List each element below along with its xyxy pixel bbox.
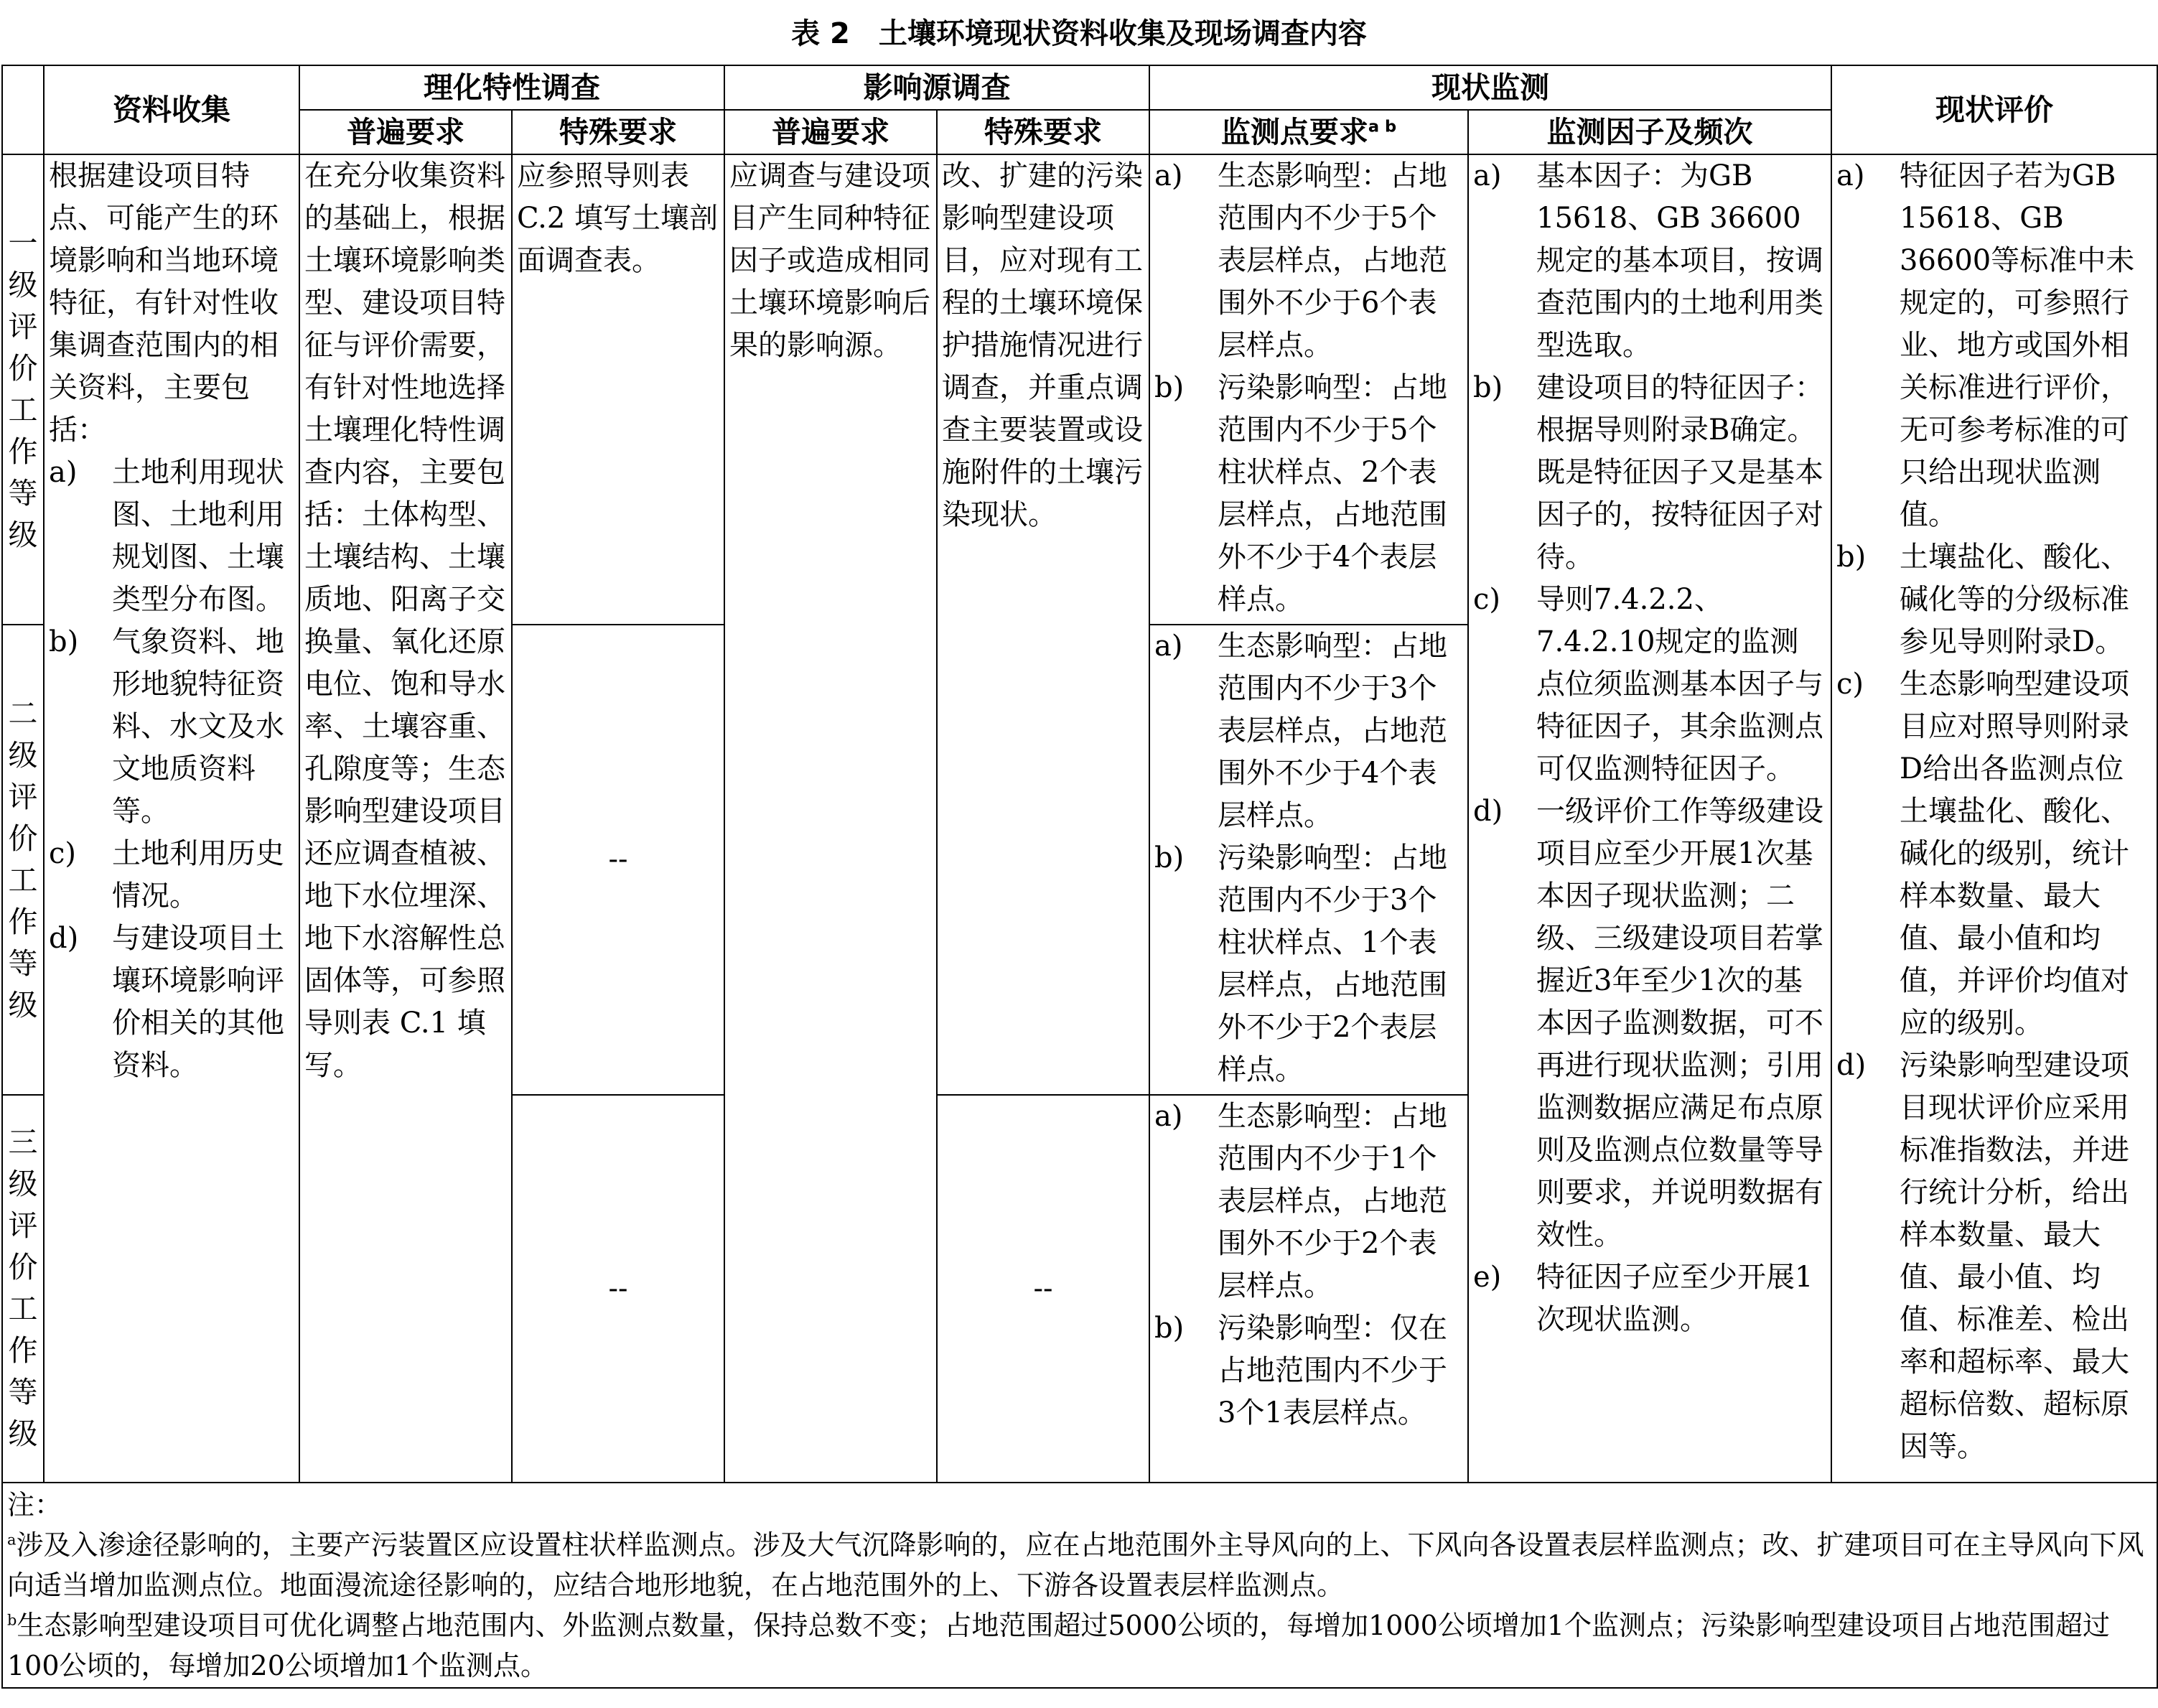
yingxiang-teshu-level12: 改、扩建的污染影响型建设项目，应对现有工程的土壤环境保护措施情况进行调查，并重点调查主要装置或设施附件的土壤污染现状。 bbox=[937, 154, 1149, 1095]
level-2-label: 二级评价工作等级 bbox=[2, 625, 44, 1095]
lihua-teshu-level3: -- bbox=[512, 1095, 724, 1483]
header-yingxiang: 影响源调查 bbox=[724, 65, 1149, 110]
yingxiang-pubian-cell: 应调查与建设项目产生同种特征因子或造成相同土壤环境影响后果的影响源。 bbox=[724, 154, 937, 1483]
lihua-teshu-level1: 应参照导则表 C.2 填写土壤剖面调查表。 bbox=[512, 154, 724, 625]
dian-item: a) 生态影响型：占地范围内不少于5个表层样点，占地范围外不少于6个表层样点。 bbox=[1154, 159, 1447, 362]
yinzi-item: a) 基本因子：为GB 15618、GB 36600规定的基本项目，按调查范围内的土地利用类型选取。 bbox=[1473, 159, 1823, 362]
pingjia-item: b) 土壤盐化、酸化、碱化等的分级标准参见导则附录D。 bbox=[1836, 541, 2129, 658]
header-yingxiang-pubian: 普遍要求 bbox=[724, 110, 937, 154]
header-dian bbox=[1149, 110, 1468, 154]
header-lihua: 理化特性调查 bbox=[299, 65, 724, 110]
lihua-pubian-cell: 在充分收集资料的基础上，根据土壤环境影响类型、建设项目特征与评价需要，有针对性地选择土壤理化特性调查内容，主要包括：土体构型、土壤结构、土壤质地、阳离子交换量、氧化还原电位、饱和导水率、土壤容重、孔隙度等；生态影响型建设项目还应调查植被、地下水位埋深、地下水溶解性总固体等，可参照导则表 C.1 填写。 bbox=[299, 154, 512, 1483]
note-a: $^a$涉及入渗途径影响的，主要产污装置区应设置柱状样监测点。涉及大气沉降影响的，应在占地范围外主导风向的上、下风向各设置表层样监测点；改、扩建项目可在主导风向下风向适当增加监测点位。地面漫流途径影响的，应结合地形地貌，在占地范围外的上、下游各设置表层样监测点。 bbox=[7, 1529, 2144, 1601]
header-dian-label: 监测点要求 bbox=[1220, 115, 1368, 149]
header-yinzi: 监测因子及频次 bbox=[1468, 110, 1831, 154]
yinzi-item: e) 特征因子应至少开展1次现状监测。 bbox=[1473, 1261, 1813, 1336]
ziliao-cell bbox=[44, 154, 299, 1483]
table-notes bbox=[2, 1483, 2157, 1688]
yinzi-cell bbox=[1468, 154, 1831, 1483]
ziliao-intro: 根据建设项目特点、可能产生的环境影响和当地环境特征，有针对性收集调查范围内的相关资料，主要包括： bbox=[49, 159, 279, 447]
survey-table bbox=[1, 65, 2158, 1689]
dian-item: b) 污染影响型：仅在占地范围内不少于3个1表层样点。 bbox=[1154, 1312, 1447, 1429]
yinzi-item: d) 一级评价工作等级建设项目应至少开展1次基本因子现状监测；二级、三级建设项目若掌握近3年至少1次的基本因子监测数据，可不再进行现状监测；引用监测数据应满足布点原则及监测点位数量等导则要求，并说明数据有效性。 bbox=[1473, 795, 1823, 1251]
dian-item: b) 污染影响型：占地范围内不少于5个柱状样点、2个表层样点，占地范围外不少于4个表层样点。 bbox=[1154, 371, 1447, 616]
header-blank bbox=[2, 65, 44, 154]
header-pingjia: 现状评价 bbox=[1831, 65, 2157, 154]
pingjia-item: c) 生态影响型建设项目应对照导则附录D给出各监测点位土壤盐化、酸化、碱化的级别，统计样本数量、最大值、最小值和均值，并评价均值对应的级别。 bbox=[1836, 668, 2129, 1040]
ziliao-item: d) 与建设项目土壤环境影响评价相关的其他资料。 bbox=[49, 922, 284, 1082]
level-1-label: 一级评价工作等级 bbox=[2, 154, 44, 625]
pingjia-item: a) 特征因子若为GB 15618、GB 36600等标准中未规定的，可参照行业、地方或国外相关标准进行评价，无可参考标准的可只给出现状监测值。 bbox=[1836, 159, 2135, 531]
dian-level1 bbox=[1149, 154, 1468, 625]
note-b-mark: b bbox=[7, 1611, 17, 1629]
notes-label: 注： bbox=[7, 1489, 62, 1521]
pingjia-cell bbox=[1831, 154, 2157, 1483]
lihua-teshu-level2: -- bbox=[512, 625, 724, 1095]
yingxiang-teshu-level3: -- bbox=[937, 1095, 1149, 1483]
dian-level3 bbox=[1149, 1095, 1468, 1483]
pingjia-item: d) 污染影响型建设项目现状评价应采用标准指数法，并进行统计分析，给出样本数量、最大值、最小值、均值、标准差、检出率和超标率、最大超标倍数、超标原因等。 bbox=[1836, 1049, 2129, 1463]
header-ziliao: 资料收集 bbox=[44, 65, 299, 154]
header-yingxiang-teshu: 特殊要求 bbox=[937, 110, 1149, 154]
dian-item: a) 生态影响型：占地范围内不少于1个表层样点，占地范围外不少于2个表层样点。 bbox=[1154, 1100, 1447, 1302]
header-dian-footnote-marks: a b bbox=[1368, 117, 1397, 136]
table-title: 表 2 土壤环境现状资料收集及现场调查内容 bbox=[791, 17, 1367, 50]
dian-item: a) 生态影响型：占地范围内不少于3个表层样点，占地范围外不少于4个表层样点。 bbox=[1154, 630, 1447, 832]
ziliao-item: a) 土地利用现状图、土地利用规划图、土壤类型分布图。 bbox=[49, 456, 284, 616]
dian-item: b) 污染影响型：占地范围内不少于3个柱状样点、1个表层样点，占地范围外不少于2个表层样点。 bbox=[1154, 841, 1447, 1086]
ziliao-item: b) 气象资料、地形地貌特征资料、水文及水文地质资料等。 bbox=[49, 625, 284, 828]
ziliao-item: c) 土地利用历史情况。 bbox=[49, 837, 284, 913]
yinzi-item: c) 导则7.4.2.2、7.4.2.10规定的监测点位须监测基本因子与特征因子，其余监测点可仅监测特征因子。 bbox=[1473, 583, 1823, 785]
header-lihua-teshu: 特殊要求 bbox=[512, 110, 724, 154]
header-jiance: 现状监测 bbox=[1149, 65, 1831, 110]
level-3-label: 三级评价工作等级 bbox=[2, 1095, 44, 1483]
header-lihua-pubian: 普遍要求 bbox=[299, 110, 512, 154]
yinzi-item: b) 建设项目的特征因子：根据导则附录B确定。既是特征因子又是基本因子的，按特征因子对待。 bbox=[1473, 371, 1823, 574]
dian-level2 bbox=[1149, 625, 1468, 1095]
note-a-mark: a bbox=[7, 1531, 17, 1549]
note-b: $^b$生态影响型建设项目可优化调整占地范围内、外监测点数量，保持总数不变；占地范围超过5000公顷的，每增加1000公顷增加1个监测点；污染影响型建设项目占地范围超过100公顷的，每增加20公顷增加1个监测点。 bbox=[7, 1610, 2110, 1681]
